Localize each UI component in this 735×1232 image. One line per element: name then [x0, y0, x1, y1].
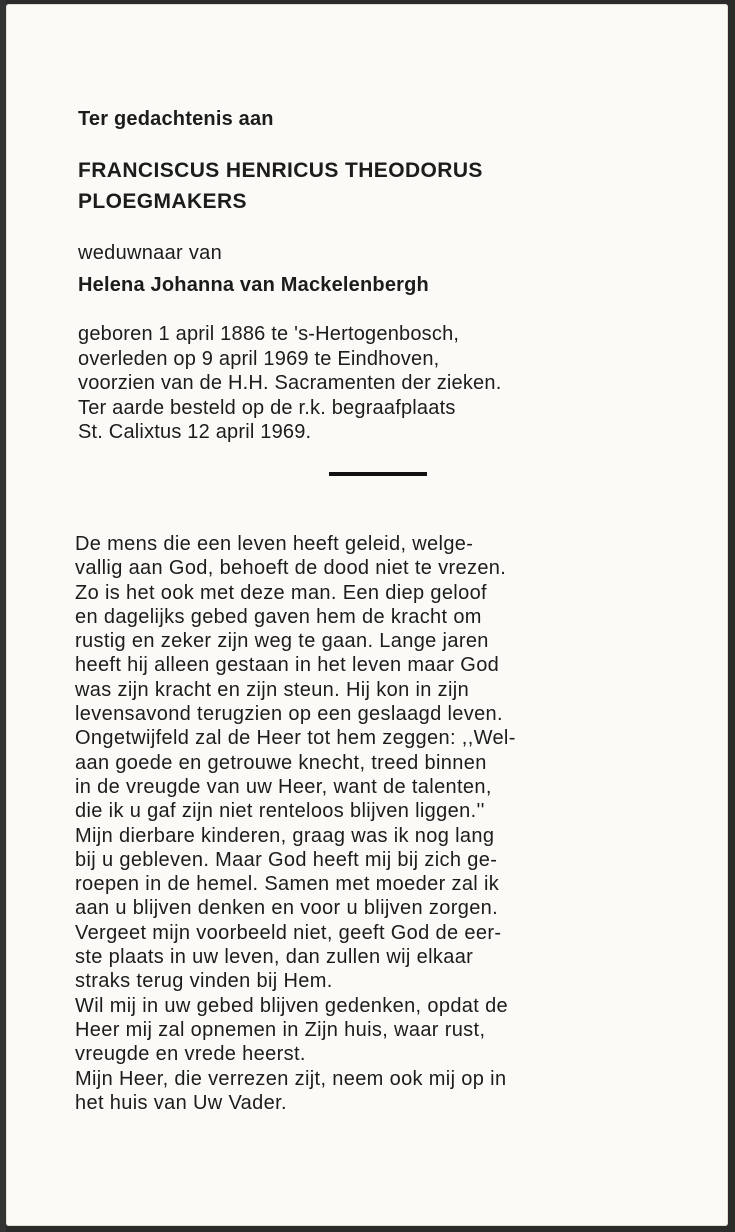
- text-line: Wil mij in uw gebed blijven gedenken, opdat de: [75, 994, 509, 1017]
- divider-line: [329, 472, 427, 476]
- fact-line: voorzien van de H.H. Sacramenten der zieken.: [78, 372, 502, 394]
- fact-line: geboren 1 april 1886 te 's-Hertogenbosch,: [78, 323, 460, 345]
- text-line: ste plaats in uw leven, dan zullen wij elkaar: [75, 946, 474, 969]
- memorial-text: [75, 532, 516, 1115]
- text-line: was zijn kracht en zijn steun. Hij kon in zijn: [75, 678, 470, 701]
- widower-label: weduwnaar van: [78, 242, 222, 264]
- text-line: aan u blijven denken en voor u blijven zorgen.: [75, 897, 499, 920]
- text-line: De mens die een leven heeft geleid, welge-: [75, 533, 474, 555]
- intro-heading: Ter gedachtenis aan: [78, 108, 274, 130]
- text-line: bij u gebleven. Maar God heeft mij bij zich ge-: [75, 848, 498, 871]
- text-line: Vergeet mijn voorbeeld niet, geeft God de eer-: [75, 921, 502, 944]
- text-line: vallig aan God, behoeft de dood niet te vrezen.: [75, 557, 507, 580]
- text-line: Zo is het ook met deze man. Een diep geloof: [75, 581, 487, 604]
- deceased-name-line1: FRANCISCUS HENRICUS THEODORUS: [78, 159, 483, 182]
- text-line: het huis van Uw Vader.: [75, 1091, 287, 1114]
- deceased-name-line2: PLOEGMAKERS: [78, 190, 247, 213]
- fact-line: Ter aarde besteld op de r.k. begraafplaats: [78, 396, 456, 419]
- text-line: aan goede en getrouwe knecht, treed binnen: [75, 751, 487, 774]
- text-line: die ik u gaf zijn niet renteloos blijven liggen.'': [75, 800, 485, 823]
- fact-line: St. Calixtus 12 april 1969.: [78, 421, 312, 443]
- text-line: roepen in de hemel. Samen met moeder zal ik: [75, 873, 500, 896]
- life-facts: [78, 322, 501, 445]
- text-line: Ongetwijfeld zal de Heer tot hem zeggen: ,,Wel-: [75, 727, 516, 750]
- spouse-name: Helena Johanna van Mackelenbergh: [78, 274, 429, 296]
- text-line: straks terug vinden bij Hem.: [75, 970, 333, 993]
- text-line: vreugde en vrede heerst.: [75, 1043, 306, 1066]
- fact-line: overleden op 9 april 1969 te Eindhoven,: [78, 347, 440, 370]
- text-line: rustig en zeker zijn weg te gaan. Lange jaren: [75, 630, 489, 653]
- memorial-card: [6, 4, 728, 1226]
- text-line: en dagelijks gebed gaven hem de kracht om: [75, 605, 482, 628]
- text-line: levensavond terugzien op een geslaagd leven.: [75, 703, 503, 726]
- text-line: Mijn Heer, die verrezen zijt, neem ook mij op in: [75, 1067, 507, 1090]
- text-line: Mijn dierbare kinderen, graag was ik nog lang: [75, 824, 495, 847]
- text-line: in de vreugde van uw Heer, want de talenten,: [75, 775, 492, 798]
- text-line: heeft hij alleen gestaan in het leven maar God: [75, 654, 500, 677]
- text-line: Heer mij zal opnemen in Zijn huis, waar rust,: [75, 1018, 486, 1041]
